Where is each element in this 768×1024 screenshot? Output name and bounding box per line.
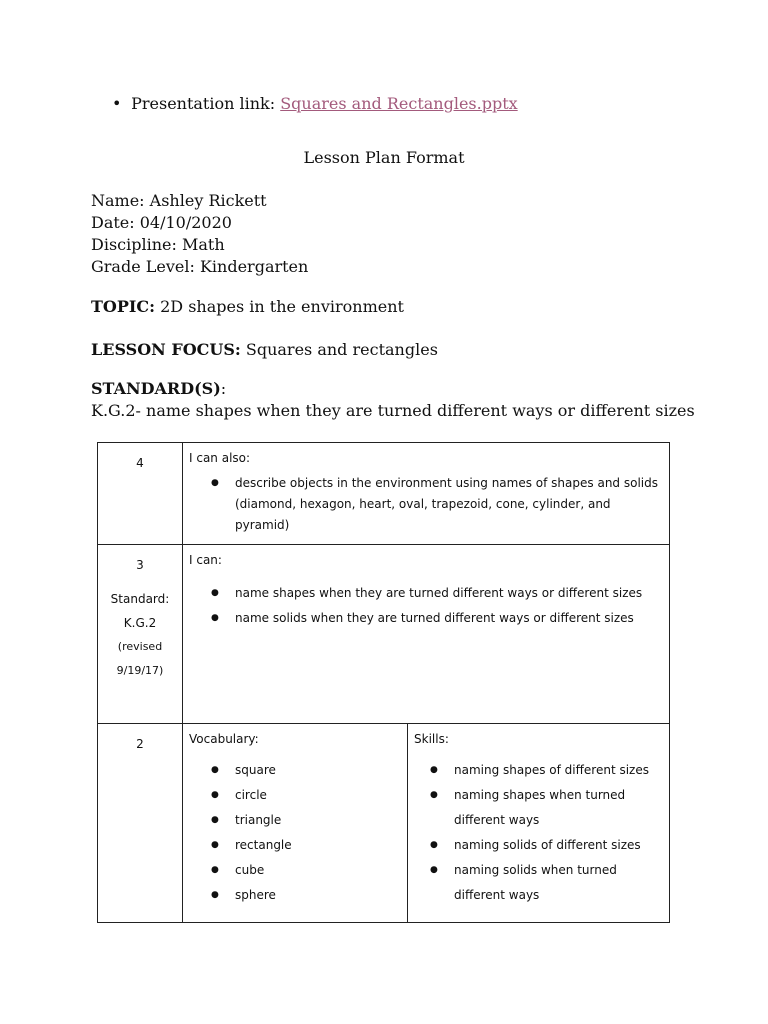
- list-item: ● naming solids of different sizes: [430, 833, 663, 858]
- grade-line: Grade Level: Kindergarten: [91, 257, 309, 276]
- list-item: ● naming shapes when turned different ways: [430, 783, 663, 833]
- topic-value: 2D shapes in the environment: [160, 297, 404, 316]
- date-line: Date: 04/10/2020: [91, 213, 232, 232]
- list-item: ● naming solids when turned different ways: [430, 858, 663, 908]
- level-number: 3: [136, 558, 144, 572]
- list-item: ● circle: [211, 783, 401, 808]
- cell-heading: I can:: [189, 553, 222, 567]
- proficiency-table: [97, 442, 670, 923]
- level-cell: [98, 545, 183, 724]
- topic-line: [91, 296, 404, 318]
- cell-heading: I can also:: [189, 451, 251, 465]
- list-item: ● describe objects in the environment using names of shapes and solids (diamond, hexagon, heart, oval, trapezoid, cone, cylinder, and pyramid): [211, 473, 663, 536]
- level-cell: 2: [98, 724, 183, 923]
- standards-label: STANDARD(S): [91, 379, 221, 398]
- vocabulary-list: [189, 758, 401, 908]
- lesson-focus-value: Squares and rectangles: [245, 340, 438, 359]
- list-item: ● square: [211, 758, 401, 783]
- lesson-focus-label: LESSON FOCUS:: [91, 340, 241, 359]
- vocabulary-heading: Vocabulary:: [189, 732, 259, 746]
- discipline-line: Discipline: Math: [91, 235, 225, 254]
- standards-colon: :: [220, 379, 227, 398]
- item-list: [189, 581, 663, 631]
- topic-label: TOPIC:: [91, 297, 155, 316]
- bullet-marker: •: [112, 94, 122, 113]
- list-item: ● sphere: [211, 883, 401, 908]
- standards-text: K.G.2- name shapes when they are turned different ways or different sizes: [91, 401, 695, 420]
- list-item: ● naming shapes of different sizes: [430, 758, 663, 783]
- skills-list: [414, 758, 663, 908]
- skills-cell: [408, 724, 670, 923]
- lesson-info: [91, 190, 308, 278]
- level-cell: 4: [98, 443, 183, 545]
- presentation-link[interactable]: Squares and Rectangles.pptx: [280, 94, 518, 113]
- revised-line-2: 9/19/17): [116, 664, 164, 677]
- description-cell: [183, 443, 670, 545]
- list-item: ● name solids when they are turned different ways or different sizes: [211, 606, 663, 631]
- presentation-line: [112, 94, 518, 113]
- list-item: ● rectangle: [211, 833, 401, 858]
- standard-label: Standard:: [110, 592, 170, 606]
- table-row-level-4: [98, 443, 670, 545]
- vocabulary-cell: [183, 724, 408, 923]
- table-row-level-2: [98, 724, 670, 923]
- document-title: Lesson Plan Format: [303, 148, 465, 167]
- list-item: ● name shapes when they are turned different ways or different sizes: [211, 581, 663, 606]
- presentation-label: Presentation link:: [131, 94, 276, 113]
- standard-code: K.G.2: [123, 616, 157, 630]
- name-line: Name: Ashley Rickett: [91, 191, 267, 210]
- table-row-level-3: [98, 545, 670, 724]
- item-list: [189, 473, 663, 536]
- list-item: ● cube: [211, 858, 401, 883]
- standards-section: [91, 378, 695, 422]
- list-item: ● triangle: [211, 808, 401, 833]
- skills-heading: Skills:: [414, 732, 449, 746]
- lesson-focus-line: [91, 339, 438, 361]
- description-cell: [183, 545, 670, 724]
- revised-line-1: (revised: [117, 640, 163, 653]
